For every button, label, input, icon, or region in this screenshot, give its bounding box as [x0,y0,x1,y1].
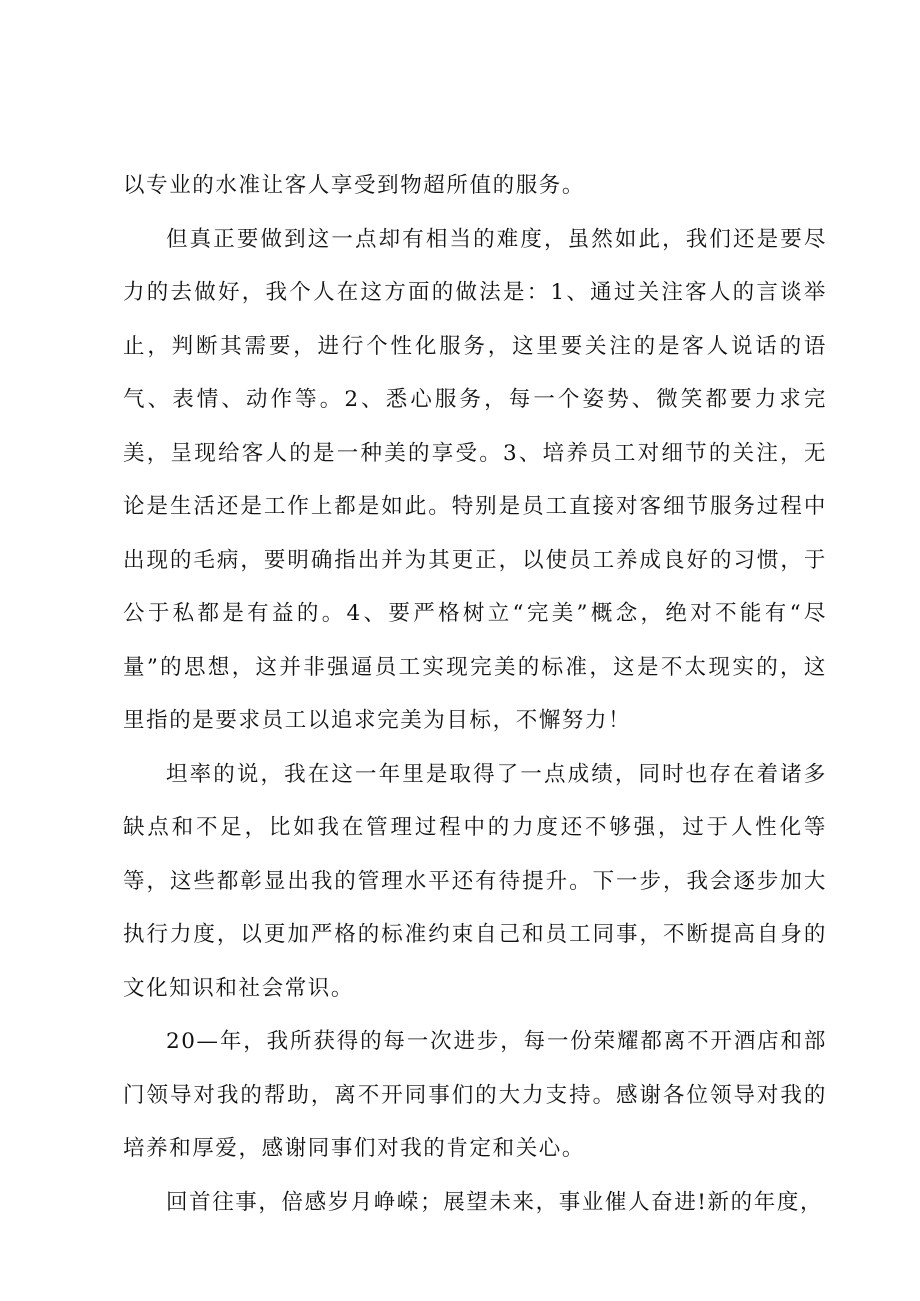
paragraph-acknowledgement: 20—年，我所获得的每一次进步，每一份荣耀都离不开酒店和部门领导对我的帮助，离不开同事们的大力支持。感谢各位领导对我的培养和厚爱，感谢同事们对我的肯定和关心。 [123,1029,827,1161]
document-body [123,159,827,1229]
paragraph-service-methods: 但真正要做到这一点却有相当的难度，虽然如此，我们还是要尽力的去做好，我个人在这方面的做法是：1、通过关注客人的言谈举止，判断其需要，进行个性化服务，这里要关注的是客人说话的语气、表情、动作等。2、悉心服务，每一个姿势、微笑都要力求完美，呈现给客人的是一种美的享受。3、培养员工对细节的关注，无论是生活还是工作上都是如此。特别是员工直接对客细节服务过程中出现的毛病，要明确指出并为其更正，以使员工养成良好的习惯，于公于私都是有益的。4、要严格树立“完美”概念，绝对不能有“尽量”的思想，这并非强逼员工实现完美的标准，这是不太现实的，这里指的是要求员工以追求完美为目标，不懈努力！ [123,226,827,733]
paragraph-outlook: 回首往事，倍感岁月峥嵘；展望未来，事业催人奋进!新的年度， [166,1189,824,1215]
paragraph-self-assessment: 坦率的说，我在这一年里是取得了一点成绩，同时也存在着诸多缺点和不足，比如我在管理过程中的力度还不够强，过于人性化等等，这些都彰显出我的管理水平还有待提升。下一步，我会逐步加大执行力度，以更加严格的标准约束自己和员工同事，不断提高自身的文化知识和社会常识。 [123,761,827,1001]
paragraph-continuation: 以专业的水准让客人享受到物超所值的服务。 [123,173,586,198]
